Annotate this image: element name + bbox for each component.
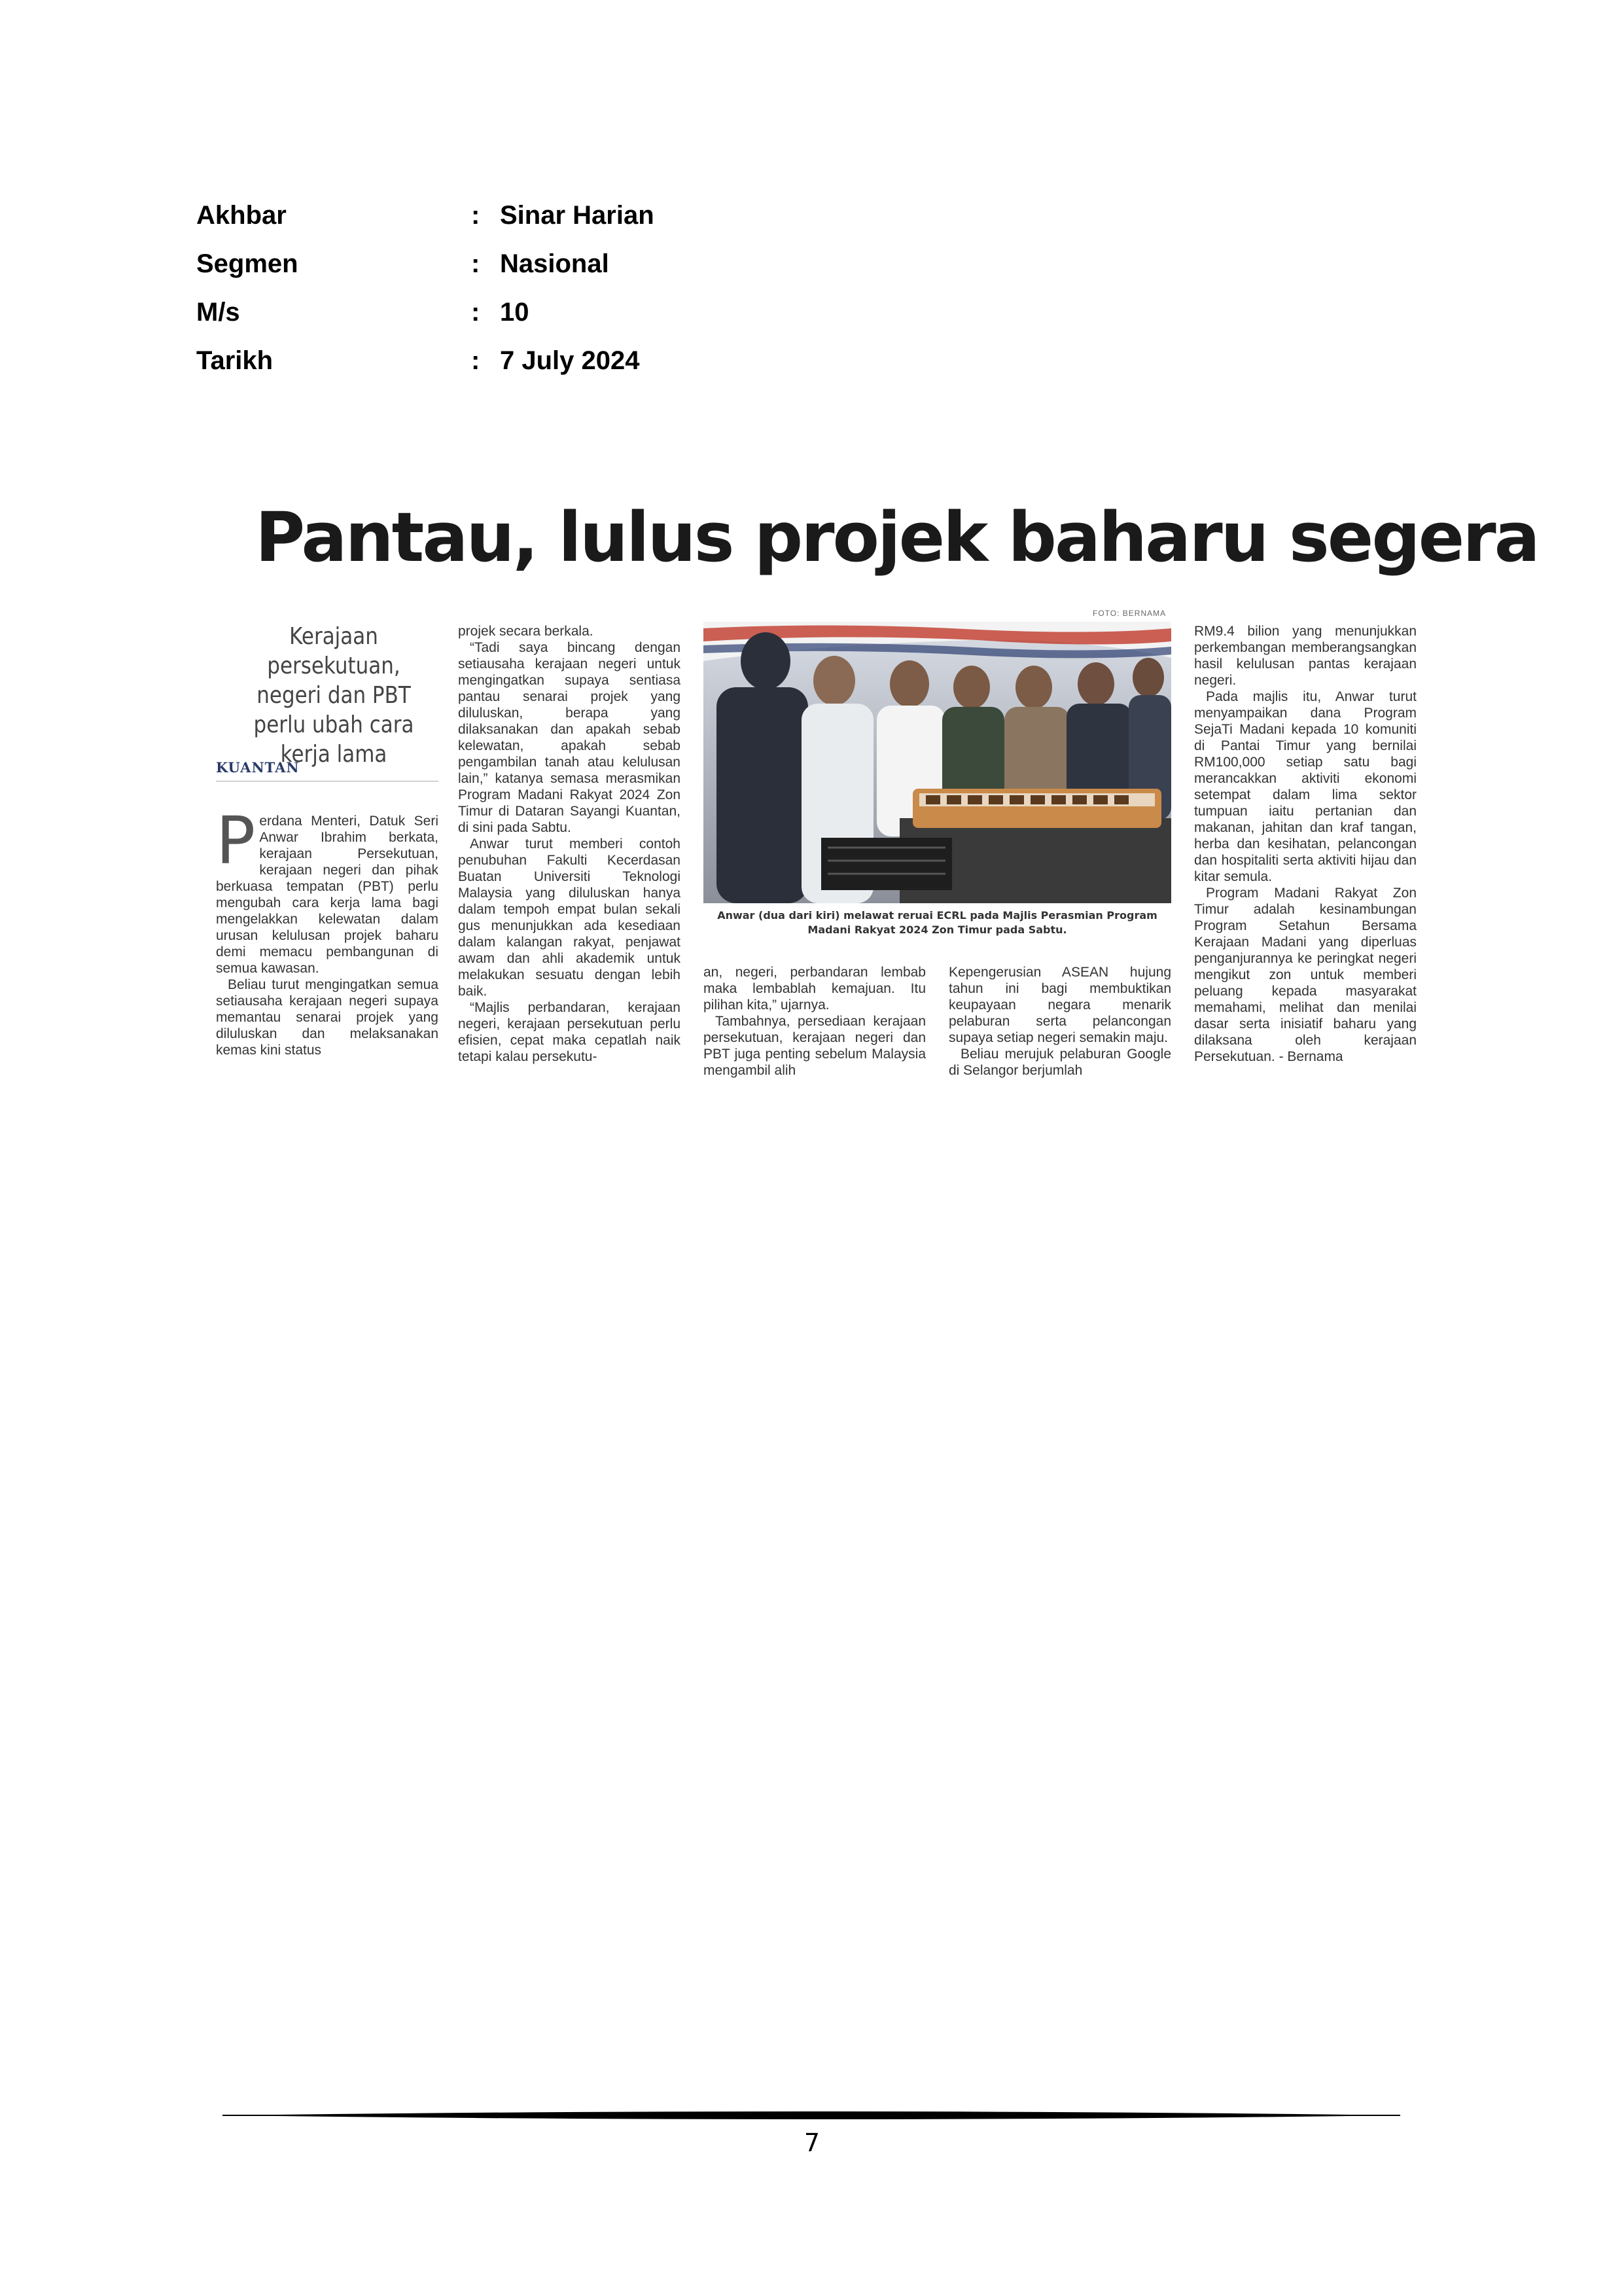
meta-row-akhbar xyxy=(196,191,785,240)
meta-value: 7 July 2024 xyxy=(500,346,640,375)
article-column-1 xyxy=(216,802,438,1058)
meta-label: Akhbar xyxy=(196,200,287,230)
photo-caption: Anwar (dua dari kiri) melawat reruai ECRL pada Majlis Perasmian Program Madani Rakyat 2024 Zon Timur pada Sabtu. xyxy=(717,909,1157,936)
article-column-5 xyxy=(1194,623,1417,1065)
article-column-2 xyxy=(458,623,680,1065)
paragraph: Pada majlis itu, Anwar turut menyampaikan dana Program SejaTi Madani kepada 10 komuniti di Pantai Timur yang bernilai RM100,000 setiap satu bagi merancakkan aktiviti ekonomi setempat dalam lima sektor tumpuan iaitu pertanian dan makanan, jahitan dan kraf tangan, herba dan kesihatan, pelancongan dan hospitaliti serta aktiviti hijau dan kitar semula. xyxy=(1194,689,1417,884)
drop-cap: P xyxy=(216,802,256,879)
meta-label: Tarikh xyxy=(196,346,274,375)
newspaper-clipping xyxy=(209,497,1538,1086)
paragraph: “Tadi saya bincang dengan setiausaha kerajaan negeri untuk mengingatkan supaya sentiasa pantau senarai projek yang diluluskan, berapa yang dilaksanakan dan apakah sebab kelewatan, apakah sebab pengambilan tanah atau kelulusan lain,” katanya semasa merasmikan Program Madani Rakyat 2024 Zon Timur di Dataran Sayangi Kuantan, di sini pada Sabtu. xyxy=(458,640,680,835)
article-deck: Kerajaan persekutuan, negeri dan PBT perlu ubah cara kerja lama xyxy=(253,623,414,768)
paragraph: projek secara berkala. xyxy=(458,624,593,639)
paragraph: Program Madani Rakyat Zon Timur adalah kesinambungan Program Setahun Bersama Kerajaan Madani yang diperluas penganjurannya ke peringkat negeri mengikut zon untuk memberi peluang kepada masyarakat memahami, melihat dan menilai dasar serta inisiatif baharu yang dilaksana oleh kerajaan Persekutuan. - Bernama xyxy=(1194,886,1417,1064)
paragraph: Anwar turut memberi contoh penubuhan Fakulti Kecerdasan Buatan Universiti Teknologi Malaysia yang diluluskan hanya dalam tempoh empat bulan sekali gus menunjukkan ada kesediaan dalam kalangan rakyat, penjawat awam dan ahli akademik untuk melakukan sesuatu dengan lebih baik. xyxy=(458,836,680,999)
article-headline: Pantau, lulus projek baharu segera xyxy=(255,497,1538,577)
meta-row-tarikh xyxy=(196,336,785,385)
meta-value: 10 xyxy=(500,297,529,327)
paragraph: erdana Menteri, Datuk Seri Anwar Ibrahim berkata, kerajaan Persekutuan, kerajaan negeri dan pihak berkuasa tempatan (PBT) perlu mengubah cara kerja lama bagi mengelakkan kelewatan dalam urusan kelulusan projek baharu demi memacu pembangunan di semua kawasan. xyxy=(216,814,438,976)
meta-row-ms xyxy=(196,288,785,336)
paragraph: Kepengerusian ASEAN hujung tahun ini bagi membuktikan keupayaan negara menarik pelaburan serta pelancongan supaya setiap negeri semakin maju. xyxy=(949,965,1171,1045)
paragraph: an, negeri, perbandaran lembab maka lembablah kemajuan. Itu pilihan kita,” ujarnya. xyxy=(703,965,926,1013)
article-column-4 xyxy=(949,964,1171,1079)
article-column-3 xyxy=(703,964,926,1079)
footer-divider xyxy=(222,2109,1400,2123)
page-number: 7 xyxy=(803,2128,821,2157)
meta-colon: : xyxy=(471,297,480,327)
meta-row-segmen xyxy=(196,240,785,288)
meta-label: M/s xyxy=(196,297,240,327)
meta-colon: : xyxy=(471,249,480,278)
photo-credit: FOTO: BERNAMA xyxy=(1093,609,1167,618)
paragraph: Tambahnya, persediaan kerajaan persekutuan, kerajaan negeri dan PBT juga penting sebelum Malaysia mengambil alih xyxy=(703,1014,926,1078)
article-dateline: KUANTAN xyxy=(216,759,438,781)
photo-illustration xyxy=(703,622,1171,903)
meta-colon: : xyxy=(471,346,480,375)
article-metadata xyxy=(196,191,785,385)
meta-value: Nasional xyxy=(500,249,609,278)
article-photo xyxy=(703,622,1171,903)
paragraph: Beliau merujuk pelaburan Google di Selangor berjumlah xyxy=(949,1047,1171,1078)
meta-value: Sinar Harian xyxy=(500,200,654,230)
paragraph: RM9.4 bilion yang menunjukkan perkembangan memberangsangkan hasil kelulusan pantas kerajaan negeri. xyxy=(1194,624,1417,688)
meta-label: Segmen xyxy=(196,249,298,278)
meta-colon: : xyxy=(471,200,480,230)
paragraph: Beliau turut mengingatkan semua setiausaha kerajaan negeri supaya memantau senarai projek yang diluluskan dan melaksanakan kemas kini status xyxy=(216,977,438,1058)
paragraph: “Majlis perbandaran, kerajaan negeri, kerajaan persekutuan perlu efisien, cepat maka cepatlah naik tetapi kalau persekutu- xyxy=(458,1000,680,1064)
